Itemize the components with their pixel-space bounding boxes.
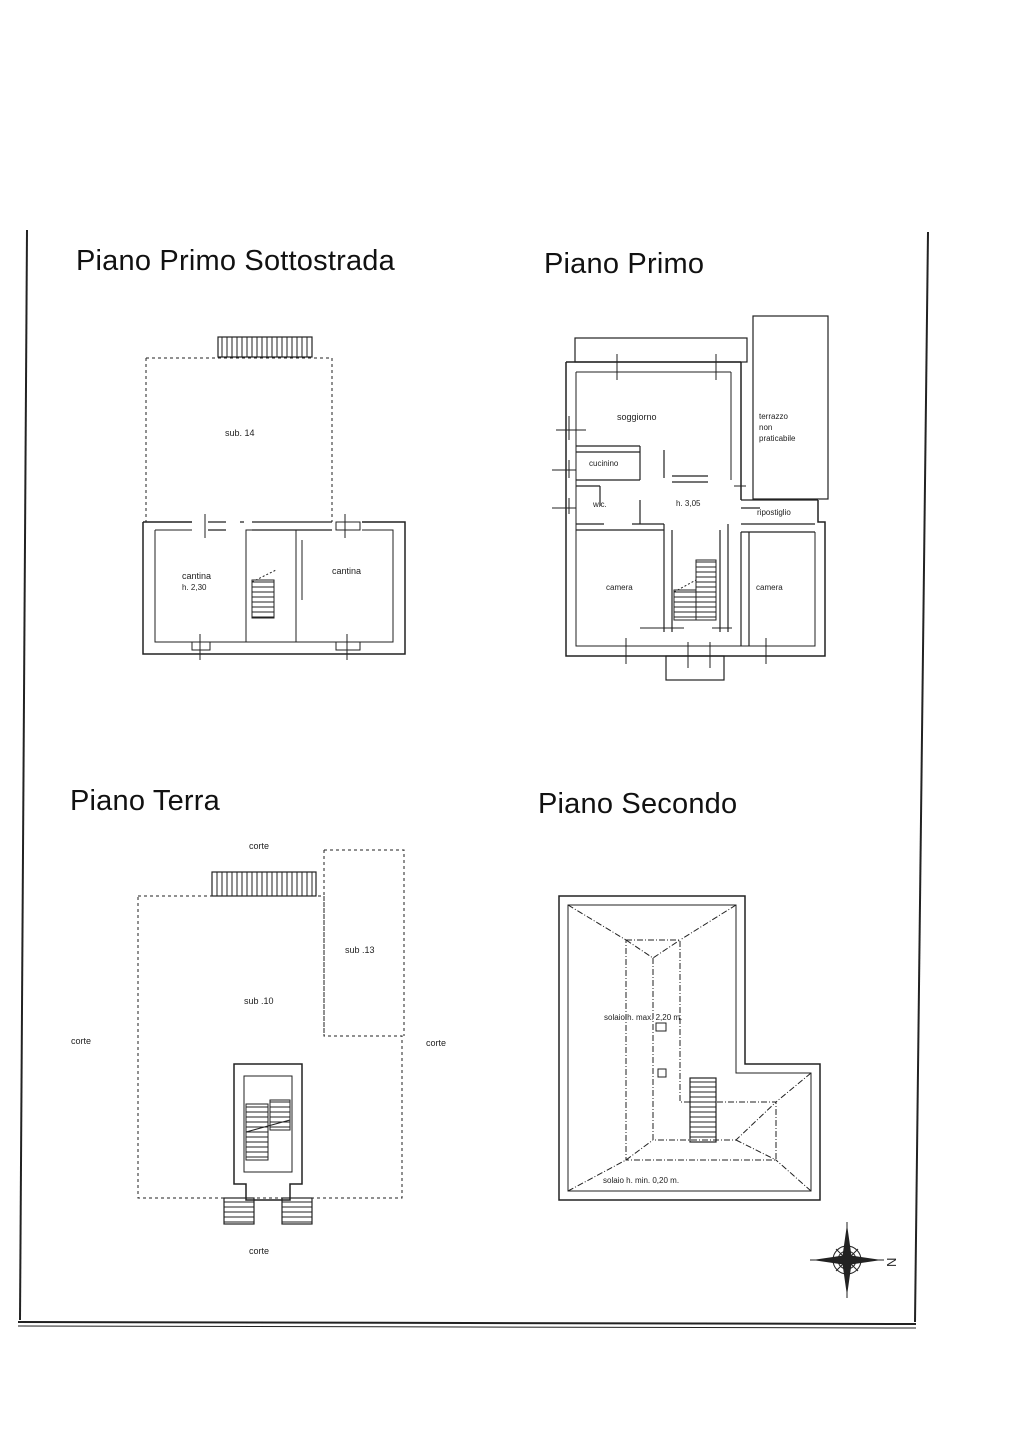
chimney-2 — [658, 1069, 666, 1077]
label-terrazzo-3: praticabile — [759, 434, 796, 443]
label-cantina-right: cantina — [332, 566, 362, 576]
label-terrazzo-1: terrazzo — [759, 412, 788, 421]
cellar-windows — [192, 514, 360, 660]
label-corte-right: corte — [426, 1038, 447, 1048]
label-corte-top: corte — [249, 841, 270, 851]
label-soggiorno: soggiorno — [617, 412, 657, 422]
plan-primo — [552, 316, 828, 680]
top-stair — [218, 337, 312, 357]
title-piano-secondo: Piano Secondo — [538, 788, 738, 820]
roof-outline — [559, 896, 820, 1200]
label-terrazzo-2: non — [759, 423, 773, 432]
label-corte-bottom: corte — [249, 1246, 270, 1256]
plan-terra — [71, 841, 446, 1256]
label-cantina-left-height: h. 2,30 — [182, 583, 207, 592]
cellar-stairs — [252, 580, 274, 618]
label-sub10: sub .10 — [244, 996, 274, 1006]
terra-top-stair — [212, 872, 316, 896]
terra-entrance-stair-right — [282, 1198, 312, 1224]
primo-stairs — [696, 560, 716, 620]
sheet-frame — [18, 230, 928, 1328]
label-height-primo: h. 3,05 — [676, 499, 701, 508]
roof-inner-outline — [568, 905, 811, 1191]
label-solaio-min: solaio h. min. 0,20 m. — [603, 1176, 680, 1185]
sub13-boundary — [324, 850, 404, 1036]
compass-north-letter: N — [884, 1257, 899, 1267]
label-cantina-left: cantina — [182, 571, 212, 581]
secondo-stairs — [690, 1078, 716, 1142]
title-piano-terra: Piano Terra — [70, 785, 220, 817]
label-sub13: sub .13 — [345, 945, 375, 955]
label-camera-left: camera — [606, 583, 633, 592]
title-piano-primo-sottostrada: Piano Primo Sottostrada — [76, 245, 395, 277]
terra-entrance-stair-left — [224, 1198, 254, 1224]
sub14-dashed — [146, 358, 332, 522]
label-corte-left: corte — [71, 1036, 92, 1046]
roof-ridges — [568, 905, 811, 1191]
label-camera-right: camera — [756, 583, 783, 592]
plan-sottostrada — [143, 337, 405, 660]
primo-entrance — [666, 656, 724, 680]
north-compass — [810, 1222, 899, 1298]
label-cucinino: cucinino — [589, 459, 619, 468]
label-wc: w.c. — [593, 500, 607, 509]
plan-secondo — [559, 896, 820, 1200]
terra-stairs — [246, 1104, 268, 1160]
sub10-boundary — [138, 896, 402, 1198]
cellar-top-wall-mid — [208, 522, 332, 530]
chimney-1 — [656, 1023, 666, 1031]
top-balcony — [575, 338, 747, 362]
title-piano-primo: Piano Primo — [544, 248, 705, 280]
label-solaio-max: solaio h. max. 2,20 m. — [604, 1013, 683, 1022]
primo-openings — [552, 354, 766, 668]
terrace — [753, 316, 828, 499]
label-sub14: sub. 14 — [225, 428, 255, 438]
label-ripostiglio: ripostiglio — [757, 508, 791, 517]
